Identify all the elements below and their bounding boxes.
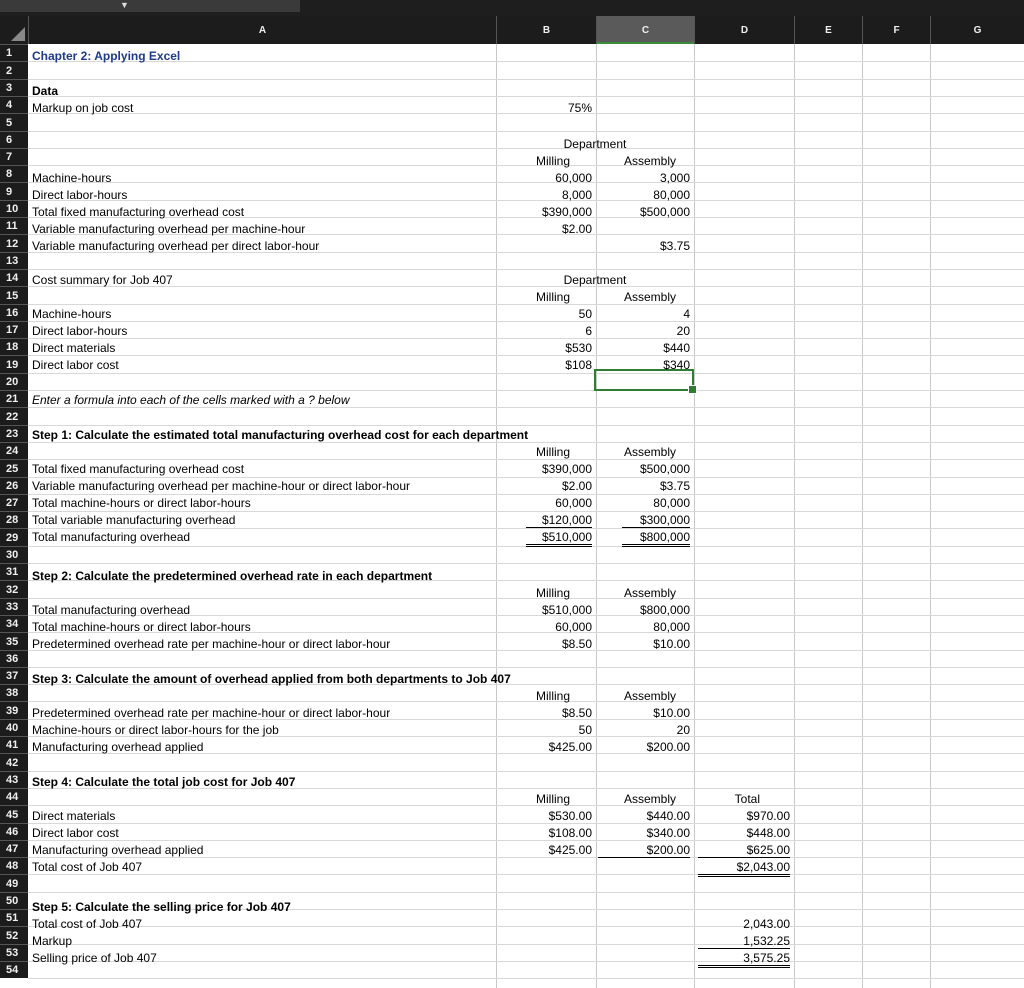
cell-a4[interactable]: Markup on job cost bbox=[32, 101, 134, 115]
column-header-g[interactable]: G bbox=[930, 16, 1024, 44]
cell-b34[interactable]: 60,000 bbox=[555, 620, 592, 634]
cell-a10[interactable]: Total fixed manufacturing overhead cost bbox=[32, 205, 245, 219]
row-header-2[interactable]: 2 bbox=[0, 61, 28, 79]
row-header-42[interactable]: 42 bbox=[0, 753, 28, 771]
cell-b41[interactable]: $425.00 bbox=[548, 740, 592, 754]
cell-c29[interactable]: $800,000 bbox=[622, 530, 690, 547]
row-header-45[interactable]: 45 bbox=[0, 805, 28, 823]
cell-c34[interactable]: 80,000 bbox=[653, 620, 690, 634]
cell-a27[interactable]: Total machine-hours or direct labor-hours bbox=[32, 496, 251, 510]
cell-c15[interactable]: Assembly bbox=[623, 290, 676, 304]
cell-a45[interactable]: Direct materials bbox=[32, 809, 116, 823]
column-header-e[interactable]: E bbox=[794, 16, 862, 44]
cell-d48[interactable]: $2,043.00 bbox=[698, 860, 790, 877]
cell-a51[interactable]: Total cost of Job 407 bbox=[32, 917, 143, 931]
cell-b10[interactable]: $390,000 bbox=[541, 205, 592, 219]
cell-c47[interactable]: $200.00 bbox=[598, 843, 690, 858]
row-header-17[interactable]: 17 bbox=[0, 321, 28, 338]
cell-c19[interactable]: $340 bbox=[663, 358, 690, 372]
cell-c33[interactable]: $800,000 bbox=[639, 603, 690, 617]
cell-a48[interactable]: Total cost of Job 407 bbox=[32, 860, 143, 874]
cell-a47[interactable]: Manufacturing overhead applied bbox=[32, 843, 204, 857]
row-header-54[interactable]: 54 bbox=[0, 961, 28, 978]
cell-c7[interactable]: Assembly bbox=[623, 154, 676, 168]
cell-b40[interactable]: 50 bbox=[578, 723, 592, 737]
row-header-6[interactable]: 6 bbox=[0, 131, 28, 148]
row-header-24[interactable]: 24 bbox=[0, 442, 28, 459]
cell-c8[interactable]: 3,000 bbox=[659, 171, 690, 185]
cell-b33[interactable]: $510,000 bbox=[541, 603, 592, 617]
cell-b38[interactable]: Milling bbox=[535, 689, 570, 703]
column-header-d[interactable]: D bbox=[694, 16, 794, 44]
row-header-39[interactable]: 39 bbox=[0, 701, 28, 719]
cell-b45[interactable]: $530.00 bbox=[548, 809, 592, 823]
sheet-title[interactable]: Chapter 2: Applying Excel bbox=[32, 49, 181, 63]
select-all-corner[interactable] bbox=[0, 16, 28, 44]
cell-c26[interactable]: $3.75 bbox=[659, 479, 690, 493]
fill-handle[interactable] bbox=[688, 385, 697, 394]
column-header-b[interactable]: B bbox=[496, 16, 596, 44]
cell-c32[interactable]: Assembly bbox=[623, 586, 676, 600]
cell-c39[interactable]: $10.00 bbox=[653, 706, 690, 720]
cell-b39[interactable]: $8.50 bbox=[561, 706, 592, 720]
cell-c35[interactable]: $10.00 bbox=[653, 637, 690, 651]
row-header-22[interactable]: 22 bbox=[0, 407, 28, 425]
cell-d44[interactable]: Total bbox=[734, 792, 760, 806]
row-header-7[interactable]: 7 bbox=[0, 148, 28, 165]
row-header-50[interactable]: 50 bbox=[0, 892, 28, 909]
row-header-44[interactable]: 44 bbox=[0, 788, 28, 805]
cell-d47[interactable]: $625.00 bbox=[698, 843, 790, 858]
cell-b29[interactable]: $510,000 bbox=[526, 530, 592, 547]
step-1-heading[interactable]: Step 1: Calculate the estimated total manufacturing overhead cost for each department bbox=[32, 428, 529, 442]
cell-c46[interactable]: $340.00 bbox=[646, 826, 690, 840]
cell-a17[interactable]: Direct labor-hours bbox=[32, 324, 128, 338]
cell-a35[interactable]: Predetermined overhead rate per machine-hour or direct labor-hour bbox=[32, 637, 391, 651]
cell-a12[interactable]: Variable manufacturing overhead per direct labor-hour bbox=[32, 239, 320, 253]
row-header-34[interactable]: 34 bbox=[0, 615, 28, 632]
row-header-5[interactable]: 5 bbox=[0, 113, 28, 131]
cell-a18[interactable]: Direct materials bbox=[32, 341, 116, 355]
cell-b11[interactable]: $2.00 bbox=[561, 222, 592, 236]
cell-c9[interactable]: 80,000 bbox=[653, 188, 690, 202]
cell-a11[interactable]: Variable manufacturing overhead per machine-hour bbox=[32, 222, 306, 236]
cell-c16[interactable]: 4 bbox=[683, 307, 690, 321]
cell-a52[interactable]: Markup bbox=[32, 934, 73, 948]
row-header-31[interactable]: 31 bbox=[0, 563, 28, 580]
name-box[interactable] bbox=[0, 0, 300, 12]
cell-b6-department[interactable]: Department bbox=[563, 137, 627, 151]
cell-b28[interactable]: $120,000 bbox=[526, 513, 592, 528]
cell-b24[interactable]: Milling bbox=[535, 445, 570, 459]
cell-b46[interactable]: $108.00 bbox=[548, 826, 592, 840]
cell-c17[interactable]: 20 bbox=[676, 324, 690, 338]
cell-a28[interactable]: Total variable manufacturing overhead bbox=[32, 513, 236, 527]
cell-b26[interactable]: $2.00 bbox=[561, 479, 592, 493]
cell-b4[interactable]: 75% bbox=[567, 101, 592, 115]
row-header-28[interactable]: 28 bbox=[0, 511, 28, 528]
step-4-heading[interactable]: Step 4: Calculate the total job cost for Job 407 bbox=[32, 775, 296, 789]
cell-c45[interactable]: $440.00 bbox=[646, 809, 690, 823]
row-header-10[interactable]: 10 bbox=[0, 200, 28, 217]
row-header-20[interactable]: 20 bbox=[0, 373, 28, 390]
row-header-8[interactable]: 8 bbox=[0, 165, 28, 182]
row-header-43[interactable]: 43 bbox=[0, 771, 28, 788]
row-header-25[interactable]: 25 bbox=[0, 459, 28, 477]
row-header-36[interactable]: 36 bbox=[0, 650, 28, 667]
row-header-26[interactable]: 26 bbox=[0, 477, 28, 494]
cell-a14[interactable]: Cost summary for Job 407 bbox=[32, 273, 173, 287]
row-header-33[interactable]: 33 bbox=[0, 598, 28, 615]
cell-d45[interactable]: $970.00 bbox=[746, 809, 790, 823]
row-header-51[interactable]: 51 bbox=[0, 909, 28, 926]
cell-b27[interactable]: 60,000 bbox=[555, 496, 592, 510]
cell-a3[interactable]: Data bbox=[32, 84, 59, 98]
row-header-11[interactable]: 11 bbox=[0, 217, 28, 234]
cell-d51[interactable]: 2,043.00 bbox=[743, 917, 790, 931]
row-header-40[interactable]: 40 bbox=[0, 719, 28, 736]
row-header-30[interactable]: 30 bbox=[0, 546, 28, 563]
row-header-23[interactable]: 23 bbox=[0, 425, 28, 442]
cell-d53[interactable]: 3,575.25 bbox=[698, 951, 790, 968]
cell-d52[interactable]: 1,532.25 bbox=[698, 934, 790, 949]
cell-c41[interactable]: $200.00 bbox=[646, 740, 690, 754]
cell-a46[interactable]: Direct labor cost bbox=[32, 826, 119, 840]
row-header-52[interactable]: 52 bbox=[0, 926, 28, 944]
cell-a19[interactable]: Direct labor cost bbox=[32, 358, 119, 372]
cell-c28[interactable]: $300,000 bbox=[622, 513, 690, 528]
cell-a26[interactable]: Variable manufacturing overhead per machine-hour or direct labor-hour bbox=[32, 479, 410, 493]
cell-a29[interactable]: Total manufacturing overhead bbox=[32, 530, 191, 544]
cell-b17[interactable]: 6 bbox=[585, 324, 592, 338]
row-header-29[interactable]: 29 bbox=[0, 528, 28, 546]
cell-a21-instructions[interactable]: Enter a formula into each of the cells marked with a ? below bbox=[32, 393, 350, 407]
row-header-21[interactable]: 21 bbox=[0, 390, 28, 407]
row-header-35[interactable]: 35 bbox=[0, 632, 28, 650]
top-toolbar bbox=[0, 0, 1024, 16]
row-header-12[interactable]: 12 bbox=[0, 234, 28, 252]
cell-c27[interactable]: 80,000 bbox=[653, 496, 690, 510]
row-header-49[interactable]: 49 bbox=[0, 874, 28, 892]
row-header-4[interactable]: 4 bbox=[0, 96, 28, 113]
cell-a9[interactable]: Direct labor-hours bbox=[32, 188, 128, 202]
row-header-15[interactable]: 15 bbox=[0, 286, 28, 304]
step-5-heading[interactable]: Step 5: Calculate the selling price for Job 407 bbox=[32, 900, 291, 914]
cell-c10[interactable]: $500,000 bbox=[639, 205, 690, 219]
column-header-f[interactable]: F bbox=[862, 16, 930, 44]
row-header-18[interactable]: 18 bbox=[0, 338, 28, 355]
row-header-32[interactable]: 32 bbox=[0, 580, 28, 598]
row-header-14[interactable]: 14 bbox=[0, 269, 28, 286]
cell-b7[interactable]: Milling bbox=[535, 154, 570, 168]
cell-b47[interactable]: $425.00 bbox=[548, 843, 592, 857]
column-header-a[interactable]: A bbox=[28, 16, 496, 44]
row-header-53[interactable]: 53 bbox=[0, 944, 28, 961]
row-header-19[interactable]: 19 bbox=[0, 355, 28, 373]
cell-b8[interactable]: 60,000 bbox=[555, 171, 592, 185]
row-header-41[interactable]: 41 bbox=[0, 736, 28, 753]
cell-b16[interactable]: 50 bbox=[578, 307, 592, 321]
cell-c40[interactable]: 20 bbox=[676, 723, 690, 737]
cell-c18[interactable]: $440 bbox=[663, 341, 690, 355]
row-header-13[interactable]: 13 bbox=[0, 252, 28, 269]
cell-a33[interactable]: Total manufacturing overhead bbox=[32, 603, 191, 617]
cell-b19[interactable]: $108 bbox=[565, 358, 592, 372]
dropdown-arrow-icon[interactable]: ▼ bbox=[120, 0, 129, 10]
row-header-47[interactable]: 47 bbox=[0, 840, 28, 857]
cell-a41[interactable]: Manufacturing overhead applied bbox=[32, 740, 204, 754]
cell-b9[interactable]: 8,000 bbox=[561, 188, 592, 202]
cell-b35[interactable]: $8.50 bbox=[561, 637, 592, 651]
selected-cell-c20[interactable] bbox=[594, 369, 694, 391]
cell-c12[interactable]: $3.75 bbox=[659, 239, 690, 253]
row-header-46[interactable]: 46 bbox=[0, 823, 28, 840]
cell-a16[interactable]: Machine-hours bbox=[32, 307, 112, 321]
cell-c25[interactable]: $500,000 bbox=[639, 462, 690, 476]
row-header-38[interactable]: 38 bbox=[0, 684, 28, 701]
cell-d46[interactable]: $448.00 bbox=[746, 826, 790, 840]
spreadsheet-grid[interactable] bbox=[0, 16, 1024, 988]
step-2-heading[interactable]: Step 2: Calculate the predetermined overhead rate in each department bbox=[32, 569, 433, 583]
row-header-3[interactable]: 3 bbox=[0, 79, 28, 96]
cell-c24[interactable]: Assembly bbox=[623, 445, 676, 459]
cell-b32[interactable]: Milling bbox=[535, 586, 570, 600]
row-header-16[interactable]: 16 bbox=[0, 304, 28, 321]
column-header-c[interactable]: C bbox=[596, 16, 694, 44]
cell-c38[interactable]: Assembly bbox=[623, 689, 676, 703]
cell-a25[interactable]: Total fixed manufacturing overhead cost bbox=[32, 462, 245, 476]
step-3-heading[interactable]: Step 3: Calculate the amount of overhead applied from both departments to Job 407 bbox=[32, 672, 511, 686]
cell-a53[interactable]: Selling price of Job 407 bbox=[32, 951, 157, 965]
cell-b18[interactable]: $530 bbox=[565, 341, 592, 355]
row-header-37[interactable]: 37 bbox=[0, 667, 28, 684]
cell-c44[interactable]: Assembly bbox=[623, 792, 676, 806]
row-header-48[interactable]: 48 bbox=[0, 857, 28, 874]
row-header-27[interactable]: 27 bbox=[0, 494, 28, 511]
cell-a8[interactable]: Machine-hours bbox=[32, 171, 112, 185]
cell-a34[interactable]: Total machine-hours or direct labor-hours bbox=[32, 620, 251, 634]
cell-b25[interactable]: $390,000 bbox=[541, 462, 592, 476]
cell-b15[interactable]: Milling bbox=[535, 290, 570, 304]
cell-a39[interactable]: Predetermined overhead rate per machine-hour or direct labor-hour bbox=[32, 706, 391, 720]
row-header-9[interactable]: 9 bbox=[0, 182, 28, 200]
cell-b14-department[interactable]: Department bbox=[563, 273, 627, 287]
cell-a40[interactable]: Machine-hours or direct labor-hours for the job bbox=[32, 723, 279, 737]
cell-b44[interactable]: Milling bbox=[535, 792, 570, 806]
row-header-1[interactable]: 1 bbox=[0, 44, 28, 61]
